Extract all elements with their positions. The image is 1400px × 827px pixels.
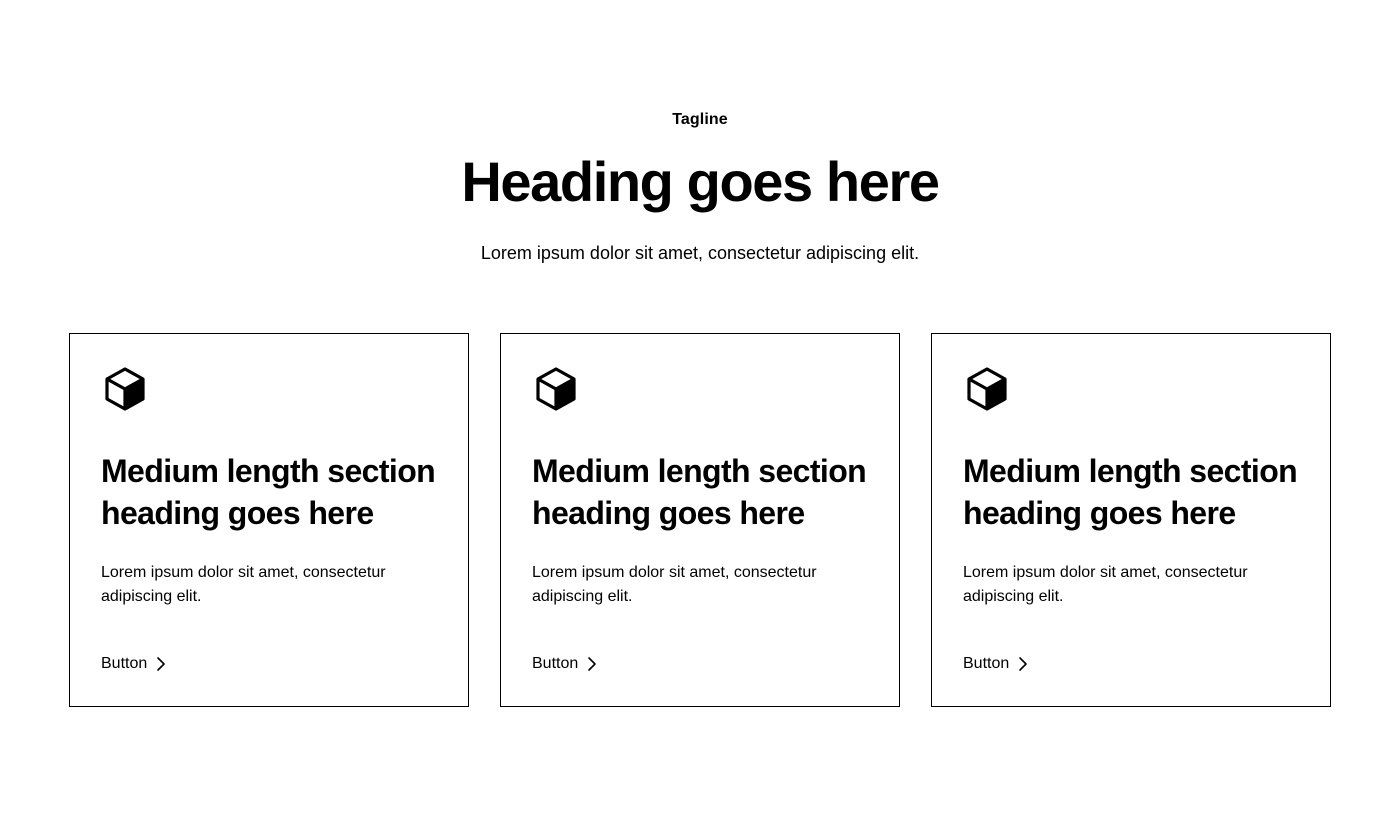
card-button[interactable] [963, 652, 1028, 676]
card-text: Lorem ipsum dolor sit amet, consectetur adipiscing elit. [963, 563, 1248, 605]
card-text: Lorem ipsum dolor sit amet, consectetur adipiscing elit. [532, 563, 817, 605]
card-button-label: Button [101, 655, 148, 673]
cube-icon [532, 365, 580, 413]
cube-icon [963, 365, 1011, 413]
card-2 [500, 333, 900, 707]
card-text: Lorem ipsum dolor sit amet, consectetur adipiscing elit. [101, 563, 386, 605]
card-grid [0, 333, 1400, 707]
card-button-label: Button [532, 655, 579, 673]
card-button[interactable] [532, 652, 597, 676]
tagline: Tagline [672, 111, 728, 128]
cube-icon [101, 365, 149, 413]
card-heading: Medium length section heading goes here [101, 453, 436, 531]
card-1 [69, 333, 469, 707]
chevron-right-icon [156, 656, 166, 672]
chevron-right-icon [587, 656, 597, 672]
card-button-label: Button [963, 655, 1010, 673]
chevron-right-icon [1018, 656, 1028, 672]
card-heading: Medium length section heading goes here [532, 453, 867, 531]
page-subtitle: Lorem ipsum dolor sit amet, consectetur adipiscing elit. [480, 243, 920, 264]
card-button[interactable] [101, 652, 166, 676]
page-header [0, 0, 1400, 267]
card-3 [931, 333, 1331, 707]
page-title: Heading goes here [461, 150, 939, 213]
card-heading: Medium length section heading goes here [963, 453, 1298, 531]
